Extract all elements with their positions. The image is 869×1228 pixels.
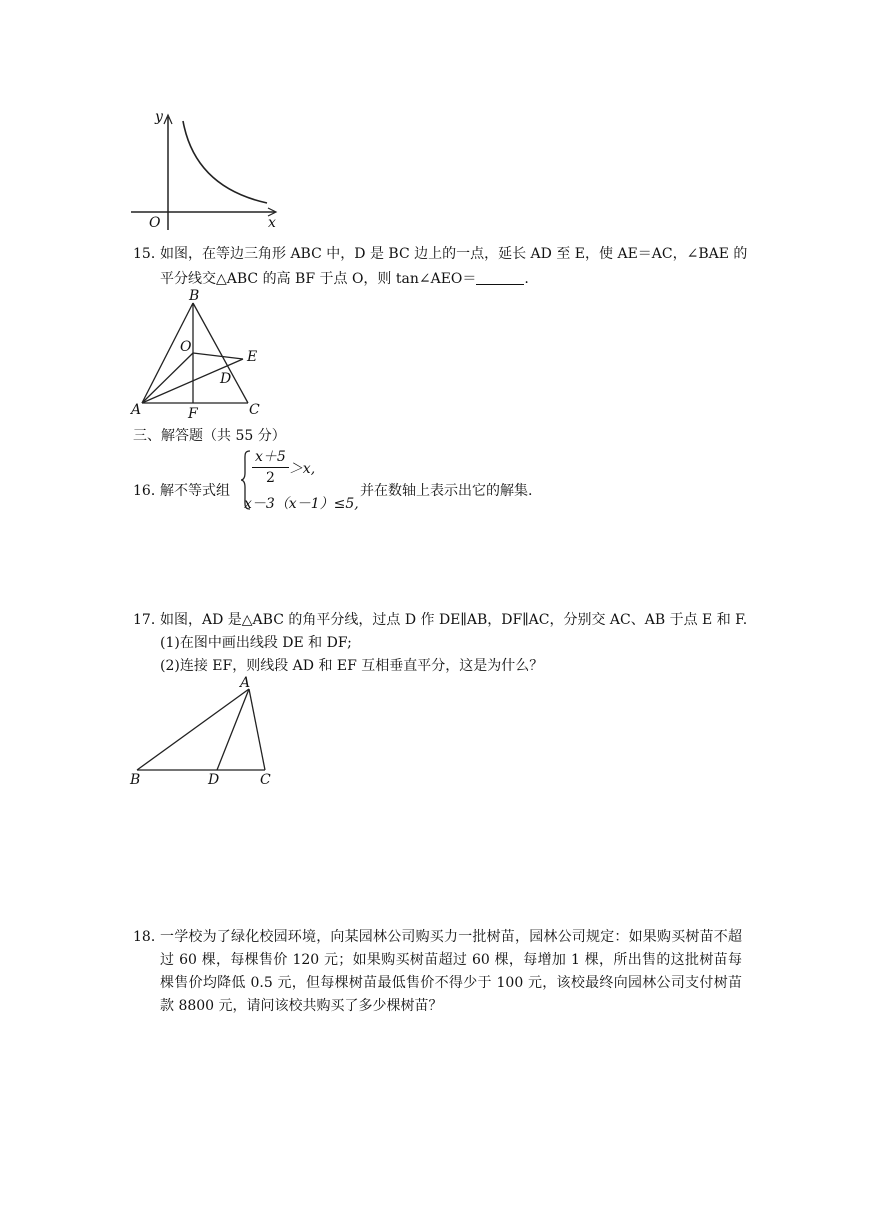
q17-figure [127, 672, 287, 787]
q15-number: 15． [133, 246, 165, 262]
point-D-label: D [220, 371, 232, 387]
point-D-label: D [208, 772, 220, 788]
section-heading: 三、解答题（共 55 分） [133, 428, 286, 444]
point-O-label: O [180, 339, 192, 355]
point-C-label: C [249, 402, 260, 418]
q15-line2 [160, 268, 529, 288]
q15-line2-text: 平分线交△ABC 的高 BF 于点 O，则 tan∠AEO＝ [160, 271, 477, 287]
point-F-label: F [188, 406, 198, 422]
q15-line2-end: . [524, 271, 529, 287]
segment-AB [137, 689, 249, 770]
ineq1-fraction [252, 448, 289, 488]
y-axis-label: y [155, 109, 163, 125]
segment-AO [142, 353, 193, 403]
ineq1-rest: ＞x, [288, 461, 316, 477]
inverse-function-graph [125, 105, 285, 235]
point-C-label: C [260, 772, 271, 788]
q16-suffix: 并在数轴上表示出它的解集. [360, 483, 533, 499]
q17-sub1: (1)在图中画出线段 DE 和 DF; [160, 635, 352, 651]
inequality-1 [252, 448, 315, 488]
ineq1-numerator: x＋5 [252, 448, 289, 468]
segment-BC [193, 303, 248, 403]
q16-number: 16． [133, 483, 165, 499]
q17-sub2: (2)连接 EF，则线段 AD 和 EF 互相垂直平分，这是为什么？ [160, 658, 544, 674]
q18-text: 一学校为了绿化校园环境，向某园林公司购买力一批树苗，园林公司规定：如果购买树苗不超过 60 棵，每棵售价 120 元；如果购买树苗超过 60 棵，每增加 1 棵，所出售的这批树苗每棵售价均降低 0.5 元，但每棵树苗最低售价不得少于 100 元，该校最终向园林公司支付树苗款 8800 元，请问该校共购买了多少棵树苗？ [160, 929, 742, 1014]
hyperbola-curve [183, 121, 267, 203]
q17-number: 17． [133, 612, 165, 628]
point-A-label: A [240, 675, 251, 691]
q18-number: 18． [133, 929, 165, 945]
answer-blank[interactable] [476, 270, 524, 285]
q17-line1: 如图，AD 是△ABC 的角平分线，过点 D 作 DE∥AB，DF∥AC，分别交 AC、AB 于点 E 和 F. [160, 612, 748, 628]
segment-OE [193, 353, 243, 359]
point-E-label: E [247, 349, 258, 365]
segment-AC [249, 689, 265, 770]
q16-prefix: 解不等式组 [160, 483, 230, 499]
point-A-label: A [131, 402, 142, 418]
point-B-label: B [130, 772, 141, 788]
origin-label: O [149, 215, 161, 231]
q15-figure [128, 288, 278, 423]
q15-line1: 如图，在等边三角形 ABC 中，D 是 BC 边上的一点，延长 AD 至 E，使 AE＝AC，∠BAE 的 [160, 246, 748, 262]
x-axis-label: x [268, 215, 276, 231]
ineq1-denominator: 2 [265, 470, 275, 486]
inequality-2: x－3（x－1）≤5, [244, 496, 359, 512]
point-B-label: B [189, 288, 200, 304]
